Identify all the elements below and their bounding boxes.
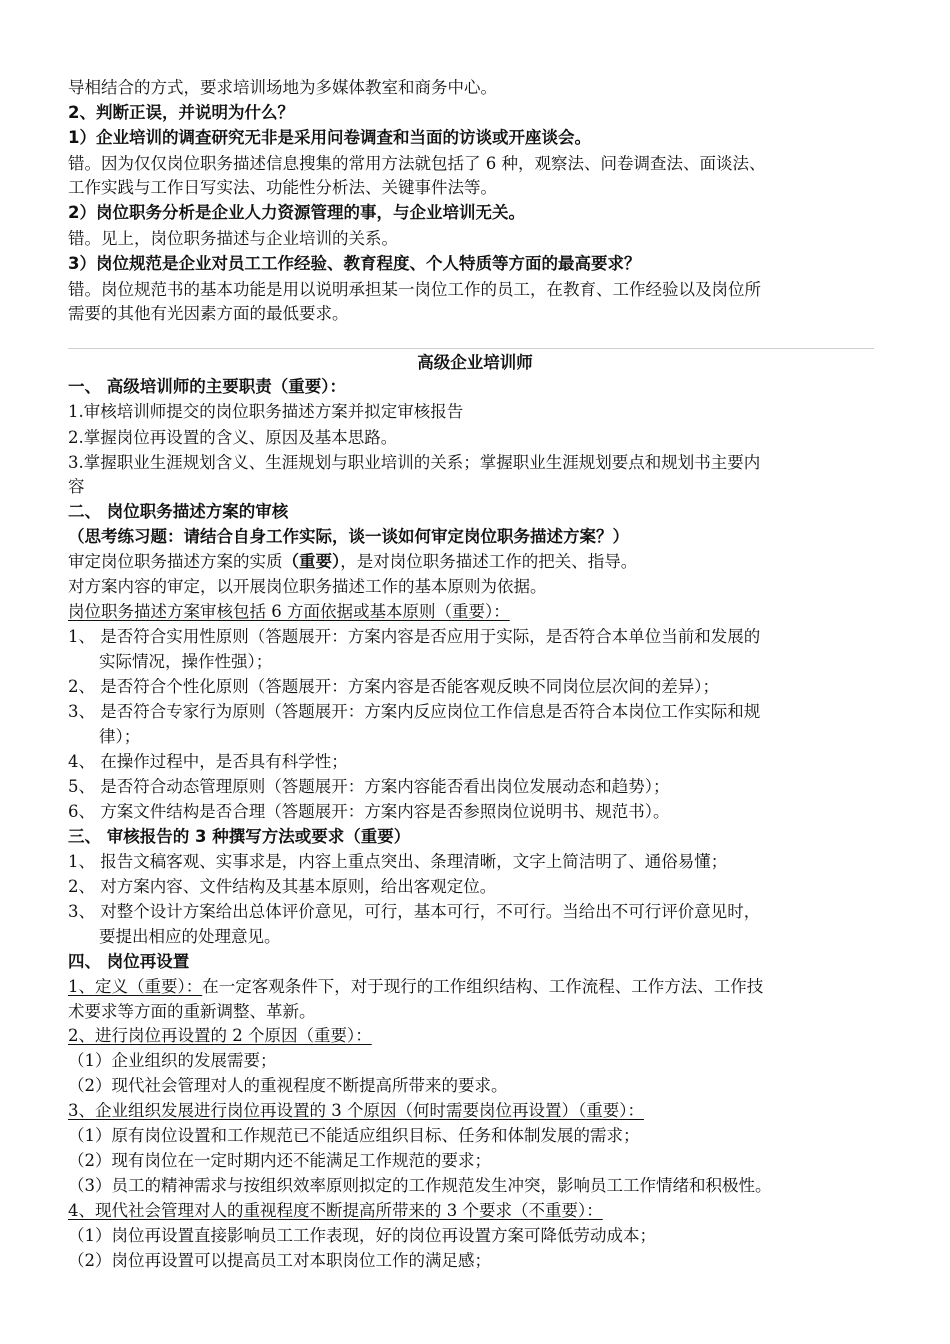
paragraph-line: 对方案内容的审定，以开展岗位职务描述工作的基本原则为依据。 <box>68 577 547 596</box>
underlined-subheading: 岗位职务描述方案审核包括 6 方面依据或基本原则（重要）： <box>68 602 510 621</box>
answer-1-line-2: 工作实践与工作日写实法、功能性分析法、关键事件法等。 <box>68 178 497 197</box>
list-item: 1、 是否符合实用性原则（答题展开：方案内容是否应用于实际，是否符合本单位当前和发展的 <box>68 627 761 646</box>
section-divider <box>68 348 874 349</box>
list-item: （1）原有岗位设置和工作规范已不能适应组织目标、任务和体制发展的需求； <box>68 1126 640 1145</box>
paragraph-text: 审定岗位职务描述方案的实质 <box>68 552 283 571</box>
question-3: 3）岗位规范是企业对员工工作经验、教育程度、个人特质等方面的最高要求？ <box>68 254 641 273</box>
heading-2: 二、 岗位职务描述方案的审核 <box>68 502 289 521</box>
list-item: （2）现有岗位在一定时期内还不能满足工作规范的要求； <box>68 1151 491 1170</box>
list-item: 1.审核培训师提交的岗位职务描述方案并拟定审核报告 <box>68 402 464 421</box>
list-item: （1）岗位再设置直接影响员工工作表现，好的岗位再设置方案可降低劳动成本； <box>68 1226 656 1245</box>
list-item-continuation: 实际情况，操作性强）； <box>99 652 273 671</box>
underlined-subheading: 2、进行岗位再设置的 2 个原因（重要）： <box>68 1026 372 1045</box>
list-item: 2、 是否符合个性化原则（答题展开：方案内容是否能客观反映不同岗位层次间的差异）； <box>68 677 719 696</box>
list-item: 2、 对方案内容、文件结构及其基本原则，给出客观定位。 <box>68 877 497 896</box>
list-item: （3）员工的精神需求与按组织效率原则拟定的工作规范发生冲突，影响员工工作情绪和积极性。 <box>68 1176 772 1195</box>
paragraph-line: 导相结合的方式，要求培训场地为多媒体教室和商务中心。 <box>68 78 497 97</box>
think-exercise: （思考练习题：请结合自身工作实际，谈一谈如何审定岗位职务描述方案？） <box>68 527 629 546</box>
question-heading: 2、判断正误，并说明为什么？ <box>68 103 294 122</box>
importance-mark: （重要） <box>282 552 341 571</box>
definition-text: 在一定客观条件下，对于现行的工作组织结构、工作流程、工作方法、工作技 <box>202 977 764 996</box>
paragraph-line <box>68 550 637 574</box>
underlined-subheading: 3、企业组织发展进行岗位再设置的 3 个原因（何时需要岗位再设置）（重要）： <box>68 1101 644 1120</box>
list-item: 5、 是否符合动态管理原则（答题展开：方案内容能否看出岗位发展动态和趋势）； <box>68 777 670 796</box>
list-item: 2.掌握岗位再设置的含义、原因及基本思路。 <box>68 428 398 447</box>
list-item: （1）企业组织的发展需要； <box>68 1051 277 1070</box>
list-item: 3、 是否符合专家行为原则（答题展开：方案内反应岗位工作信息是否符合本岗位工作实际和规 <box>68 702 761 721</box>
list-item: 1、 报告文稿客观、实事求是，内容上重点突出、条理清晰，文字上简洁明了、通俗易懂； <box>68 852 728 871</box>
heading-1: 一、 高级培训师的主要职责（重要）： <box>68 377 346 396</box>
section-title: 高级企业培训师 <box>417 353 533 372</box>
list-item: （2）现代社会管理对人的重视程度不断提高所带来的要求。 <box>68 1076 508 1095</box>
list-item-continuation: 律）； <box>99 727 141 746</box>
list-item: 3、 对整个设计方案给出总体评价意见，可行，基本可行，不可行。当给出不可行评价意见时， <box>68 902 761 921</box>
answer-2: 错。见上，岗位职务描述与企业培训的关系。 <box>68 229 398 248</box>
list-item: 4、 在操作过程中，是否具有科学性； <box>68 752 348 771</box>
definition-line <box>68 975 763 999</box>
list-item: 6、 方案文件结构是否合理（答题展开：方案内容是否参照岗位说明书、规范书）。 <box>68 802 670 821</box>
question-1: 1）企业培训的调查研究无非是采用问卷调查和当面的访谈或开座谈会。 <box>68 128 591 147</box>
list-item-continuation: 要提出相应的处理意见。 <box>99 927 281 946</box>
definition-continuation: 术要求等方面的重新调整、革新。 <box>68 1002 316 1021</box>
list-item: （2）岗位再设置可以提高员工对本职岗位工作的满足感； <box>68 1251 491 1270</box>
list-item: 3.掌握职业生涯规划含义、生涯规划与职业培训的关系；掌握职业生涯规划要点和规划书主要内 <box>68 453 761 472</box>
question-2: 2）岗位职务分析是企业人力资源管理的事，与企业培训无关。 <box>68 203 525 222</box>
heading-3: 三、 审核报告的 3 种撰写方法或要求（重要） <box>68 827 411 846</box>
answer-3-line-1: 错。岗位规范书的基本功能是用以说明承担某一岗位工作的员工，在教育、工作经验以及岗位所 <box>68 280 761 299</box>
paragraph-text: ，是对岗位职务描述工作的把关、指导。 <box>340 552 638 571</box>
answer-1-line-1: 错。因为仅仅岗位职务描述信息搜集的常用方法就包括了 6 种，观察法、问卷调查法、面谈法、 <box>68 154 766 173</box>
definition-label: 1、定义（重要）： <box>68 977 203 996</box>
list-item-continuation: 容 <box>68 477 85 496</box>
heading-4: 四、 岗位再设置 <box>68 952 190 971</box>
underlined-subheading: 4、现代社会管理对人的重视程度不断提高所带来的 3 个要求（不重要）： <box>68 1201 603 1220</box>
answer-3-line-2: 需要的其他有光因素方面的最低要求。 <box>68 304 349 323</box>
